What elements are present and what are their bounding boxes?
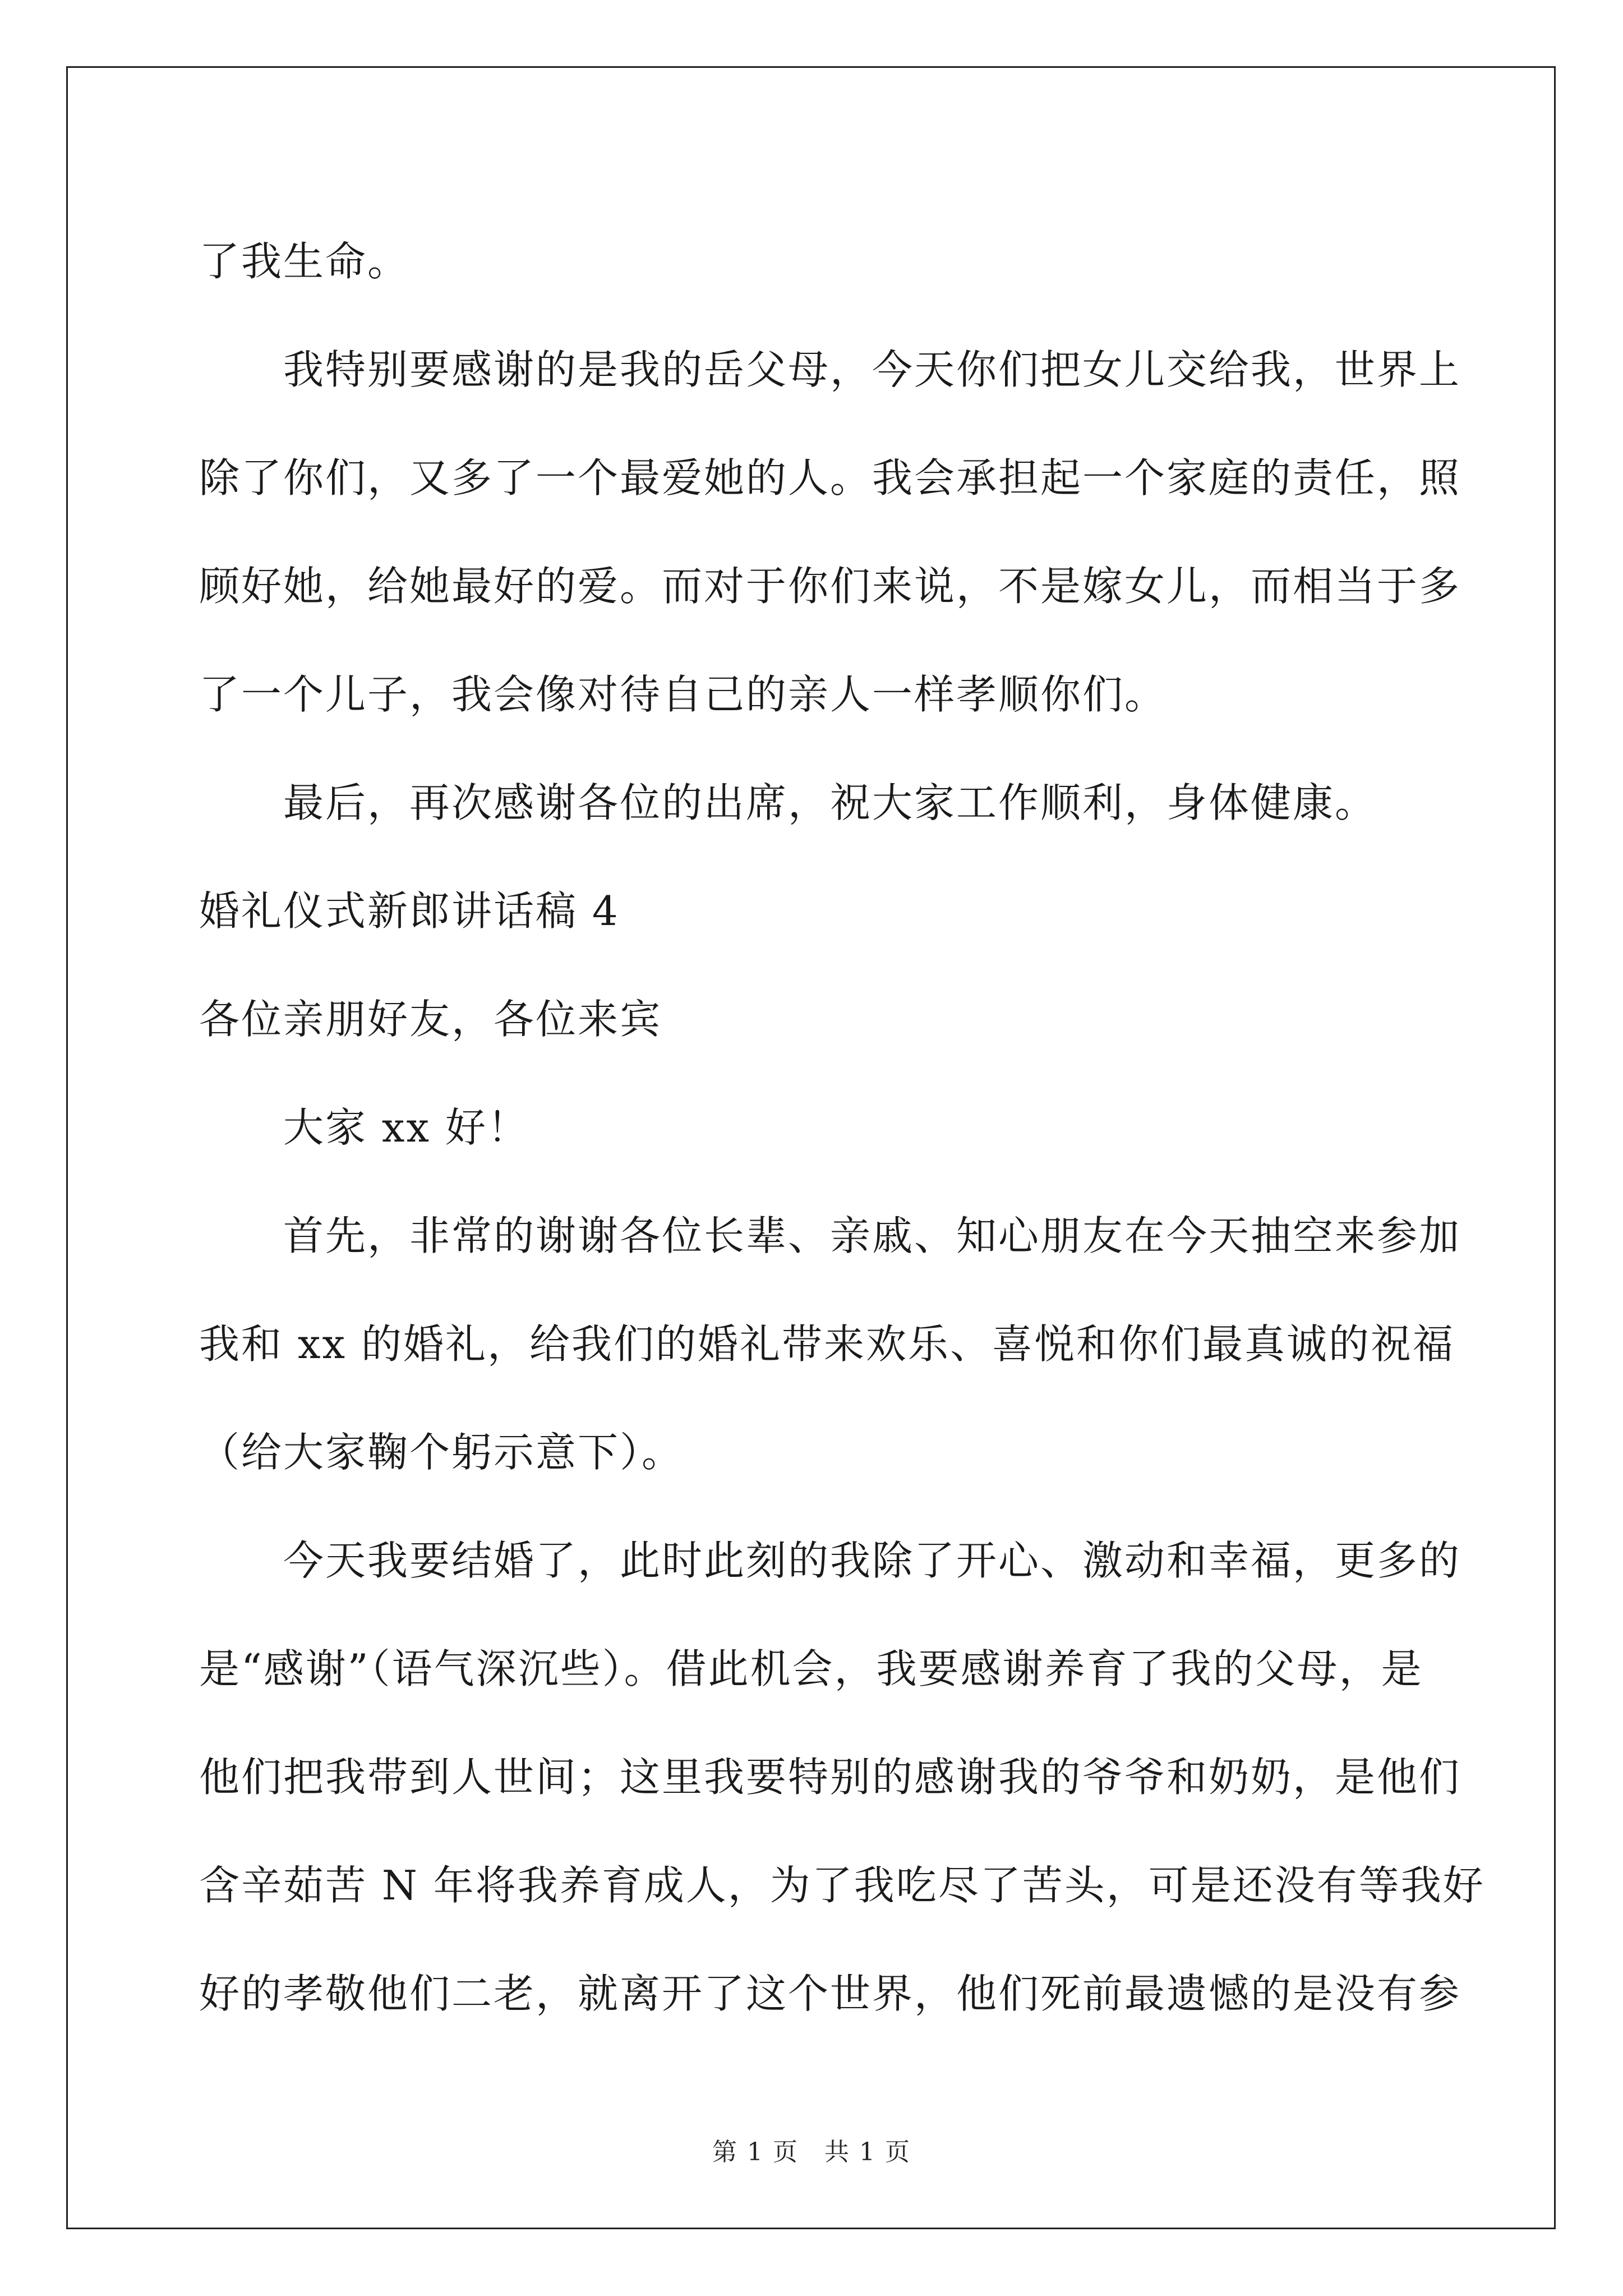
text-line: 含辛茹苦 N 年将我养育成人，为了我吃尽了苦头，可是还没有等我好 xyxy=(199,1862,1485,1909)
document-body xyxy=(199,208,1485,2048)
text-line: 除了你们，又多了一个最爱她的人。我会承担起一个家庭的责任，照 xyxy=(199,454,1461,501)
text-line: 首先，非常的谢谢各位长辈、亲戚、知心朋友在今天抽空来参加 xyxy=(283,1212,1461,1259)
text-line: 了一个儿子，我会像对待自己的亲人一样孝顺你们。 xyxy=(199,671,1167,718)
text-line: （给大家鞠个躬示意下）。 xyxy=(199,1429,684,1476)
text-line: 今天我要结婚了，此时此刻的我除了开心、激动和幸福，更多的 xyxy=(283,1537,1461,1584)
text-line: 好的孝敬他们二老，就离开了这个世界，他们死前最遗憾的是没有参 xyxy=(199,1970,1461,2017)
page-footer: 第 1 页 共 1 页 xyxy=(712,2138,911,2166)
text-line: 是“感谢”（语气深沉些）。借此机会，我要感谢养育了我的父母，是 xyxy=(199,1645,1423,1692)
section-heading: 婚礼仪式新郎讲话稿 4 xyxy=(199,887,620,935)
text-line: 了我生命。 xyxy=(199,238,410,285)
text-line: 我特别要感谢的是我的岳父母，今天你们把女儿交给我，世界上 xyxy=(283,346,1461,393)
text-line: 最后，再次感谢各位的出席，祝大家工作顺利，身体健康。 xyxy=(283,779,1377,826)
text-line: 各位亲朋好友，各位来宾 xyxy=(199,996,662,1043)
text-line: 大家 xx 好！ xyxy=(283,1104,529,1151)
text-line: 顾好她，给她最好的爱。而对于你们来说，不是嫁女儿，而相当于多 xyxy=(199,563,1461,610)
text-line: 我和 xx 的婚礼，给我们的婚礼带来欢乐、喜悦和你们最真诚的祝福 xyxy=(199,1320,1455,1368)
text-line: 他们把我带到人世间；这里我要特别的感谢我的爷爷和奶奶，是他们 xyxy=(199,1754,1461,1801)
